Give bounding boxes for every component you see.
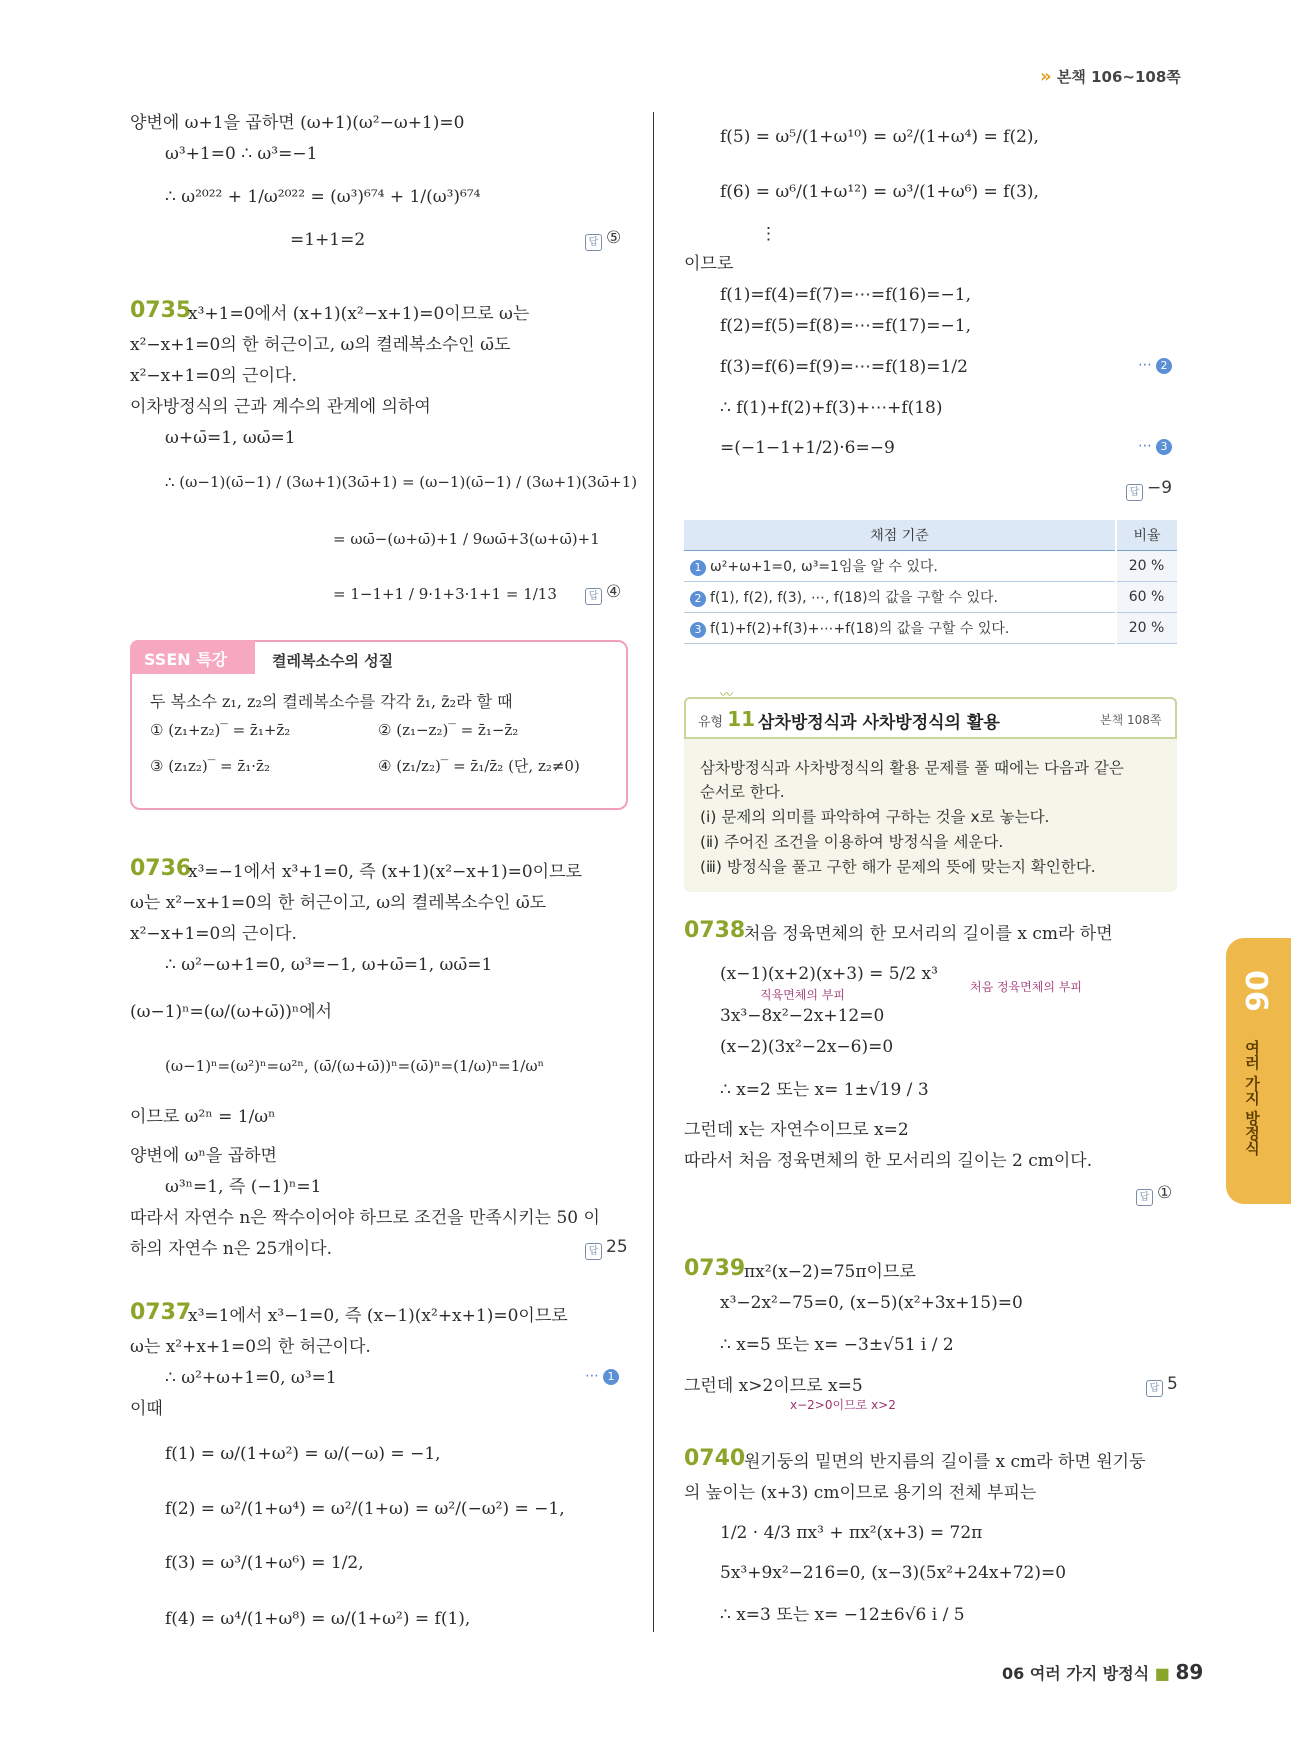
step-3-icon: 3 — [690, 622, 706, 638]
equation-line: f(4) = ω⁴/(1+ω⁸) = ω/(1+ω²) = f(1), — [165, 1609, 471, 1629]
equation-line: f(1) = ω/(1+ω²) = ω/(−ω) = −1, — [165, 1444, 441, 1464]
equation-line: ∴ x=3 또는 x= −12±6√6 i / 5 — [720, 1605, 965, 1625]
ratio-cell: 20 % — [1116, 551, 1177, 582]
equation-line: f(6) = ω⁶/(1+ω¹²) = ω³/(1+ω⁶) = f(3), — [720, 182, 1039, 202]
answer-icon: 답 — [585, 234, 602, 251]
table-cell — [684, 582, 1116, 613]
equation-line: f(3) = ω³/(1+ω⁶) = 1/2, — [165, 1553, 364, 1573]
step-1-icon: 1 — [603, 1369, 619, 1385]
problem-number: 0738 — [684, 918, 746, 943]
text-line: 따라서 자연수 n은 짝수이어야 하므로 조건을 만족시키는 50 이 — [130, 1208, 600, 1228]
ssen-item: ④ (z₁/z₂)‾ = z̄₁/z̄₂ (단, z₂≠0) — [378, 757, 580, 775]
ssen-intro: 두 복소수 z₁, z₂의 켤레복소수를 각각 z̄₁, z̄₂라 할 때 — [150, 692, 513, 711]
text-line: x²−x+1=0의 근이다. — [130, 924, 297, 944]
type-line: 삼차방정식과 사차방정식의 활용 문제를 풀 때에는 다음과 같은 — [700, 759, 1124, 777]
footer-title: 여러 가지 방정식 — [1029, 1664, 1150, 1683]
answer-icon: 답 — [1146, 1380, 1163, 1397]
text-line: ω는 x²−x+1=0의 한 허근이고, ω의 켤레복소수인 ω̄도 — [130, 893, 547, 913]
answer-icon: 답 — [1136, 1189, 1153, 1206]
problem-number: 0735 — [130, 298, 192, 323]
scoring-table — [684, 520, 1177, 644]
equation-line: 1/2 · 4/3 πx³ + πx²(x+3) = 72π — [720, 1523, 983, 1543]
text-line: ω+ω̄=1, ωω̄=1 — [165, 428, 296, 448]
text-line: 하의 자연수 n은 25개이다. — [130, 1239, 332, 1259]
side-tab-title: 여러 가지 방정식 — [1243, 1040, 1261, 1156]
ssen-item: ② (z₁−z₂)‾ = z̄₁−z̄₂ — [378, 721, 519, 739]
type-label: 유형 11 — [698, 707, 756, 731]
equation-line: (x−1)(x+2)(x+3) = 5/2 x³ — [720, 964, 938, 984]
text-line: 그런데 x>2이므로 x=5 — [684, 1376, 863, 1396]
problem-number: 0737 — [130, 1300, 192, 1325]
problem-number: 0740 — [684, 1446, 746, 1471]
text-line: πx²(x−2)=75π이므로 — [744, 1262, 916, 1282]
vertical-dots: ⋮ — [760, 224, 777, 244]
type-line: (ⅲ) 방정식을 풀고 구한 해가 문제의 뜻에 맞는지 확인한다. — [700, 858, 1096, 876]
problem-number: 0739 — [684, 1256, 746, 1281]
text-line: x³+1=0에서 (x+1)(x²−x+1)=0이므로 ω는 — [188, 304, 530, 324]
step-marker: ⋯ 3 — [1138, 438, 1172, 455]
equation-line: 5x³+9x²−216=0, (x−3)(5x²+24x+72)=0 — [720, 1563, 1067, 1583]
text-line: f(3)=f(6)=f(9)=⋯=f(18)=1/2 — [720, 357, 968, 377]
equation-line: x³−2x²−75=0, (x−5)(x²+3x+15)=0 — [720, 1293, 1023, 1313]
problem-number: 0736 — [130, 856, 192, 881]
footer-square-icon: ■ — [1154, 1664, 1170, 1683]
table-header: 채점 기준 — [684, 520, 1116, 551]
text-line: ω³ⁿ=1, 즉 (−1)ⁿ=1 — [165, 1177, 322, 1197]
type-line: (ⅱ) 주어진 조건을 이용하여 방정식을 세운다. — [700, 833, 1004, 851]
step-marker: ⋯ 1 — [585, 1368, 619, 1385]
equation-line: f(5) = ω⁵/(1+ω¹⁰) = ω²/(1+ω⁴) = f(2), — [720, 127, 1039, 147]
text-line: 양변에 ωⁿ을 곱하면 — [130, 1146, 277, 1166]
step-marker: ⋯ 2 — [1138, 357, 1172, 374]
table-row — [684, 582, 1177, 613]
text-line: x³=1에서 x³−1=0, 즉 (x−1)(x²+x+1)=0이므로 — [188, 1306, 568, 1326]
table-cell — [684, 551, 1116, 582]
answer-mark: 답 ④ — [585, 582, 621, 605]
ssen-title: 켤레복소수의 성질 — [272, 652, 394, 670]
text-line: ∴ ω²⁰²² + 1/ω²⁰²² = (ω³)⁶⁷⁴ + 1/(ω³)⁶⁷⁴ — [165, 187, 481, 207]
equation-line: = ωω̄−(ω+ω̄)+1 / 9ωω̄+3(ω+ω̄)+1 — [333, 530, 600, 548]
answer-mark: 답 25 — [585, 1237, 628, 1260]
text-line: f(1)=f(4)=f(7)=⋯=f(16)=−1, — [720, 285, 971, 305]
footer-chapter: 06 — [1002, 1664, 1025, 1683]
text-line: ∴ ω²+ω+1=0, ω³=1 — [165, 1368, 337, 1388]
ssen-item: ③ (z₁z₂)‾ = z̄₁·z̄₂ — [150, 757, 270, 775]
annotation-note: 처음 정육면체의 부피 — [970, 980, 1082, 994]
text-line: x²−x+1=0의 근이다. — [130, 366, 297, 386]
page-footer — [1002, 1660, 1203, 1684]
step-2-icon: 2 — [1156, 358, 1172, 374]
text-line: f(2)=f(5)=f(8)=⋯=f(17)=−1, — [720, 316, 971, 336]
answer-mark: 답 −9 — [1126, 478, 1172, 501]
type-title: 삼차방정식과 사차방정식의 활용 — [758, 713, 1000, 733]
equation-line: ∴ x=2 또는 x= 1±√19 / 3 — [720, 1080, 929, 1100]
text-line: ω는 x²+x+1=0의 한 허근이다. — [130, 1337, 371, 1357]
text-line: ∴ f(1)+f(2)+f(3)+⋯+f(18) — [720, 398, 943, 418]
step-2-icon: 2 — [690, 591, 706, 607]
step-3-icon: 3 — [1156, 439, 1172, 455]
page-number: 89 — [1175, 1660, 1204, 1684]
answer-icon: 답 — [1126, 484, 1143, 501]
ratio-cell: 20 % — [1116, 613, 1177, 644]
text-line: 의 높이는 (x+3) cm이므로 용기의 전체 부피는 — [684, 1483, 1037, 1503]
text-line: 양변에 ω+1을 곱하면 (ω+1)(ω²−ω+1)=0 — [130, 113, 465, 133]
table-header-row — [684, 520, 1177, 551]
text-line: 이차방정식의 근과 계수의 관계에 의하여 — [130, 397, 431, 417]
text-line: 이므로 ω²ⁿ = 1/ωⁿ — [130, 1107, 276, 1127]
text-line: (ω−1)ⁿ=(ω/(ω+ω̄))ⁿ에서 — [130, 1002, 333, 1022]
equation-line: ∴ x=5 또는 x= −3±√51 i / 2 — [720, 1335, 954, 1355]
text-line: =(−1−1+1/2)·6=−9 — [720, 438, 895, 458]
zigzag-icon: 〰 — [720, 688, 734, 703]
ratio-cell: 60 % — [1116, 582, 1177, 613]
text-line: 따라서 처음 정육면체의 한 모서리의 길이는 2 cm이다. — [684, 1151, 1093, 1171]
ssen-tab-label: SSEN 특강 — [144, 650, 228, 669]
equation-line: 3x³−8x²−2x+12=0 — [720, 1006, 885, 1026]
text-line: x³=−1에서 x³+1=0, 즉 (x+1)(x²−x+1)=0이므로 — [188, 862, 582, 882]
table-row — [684, 613, 1177, 644]
answer-mark: 답 5 — [1146, 1374, 1178, 1397]
column-divider — [653, 112, 654, 1632]
type-ref: 본책 108쪽 — [1100, 713, 1162, 727]
answer-icon: 답 — [585, 1243, 602, 1260]
text-line: 이때 — [130, 1399, 163, 1419]
equation-line: = 1−1+1 / 9·1+3·1+1 = 1/13 — [333, 585, 557, 603]
double-chevron-icon: » — [1040, 66, 1052, 87]
annotation-note: x−2>0이므로 x>2 — [790, 1398, 896, 1412]
text-line: 원기둥의 밑면의 반지름의 길이를 x cm라 하면 원기둥 — [744, 1452, 1146, 1472]
table-row — [684, 551, 1177, 582]
text-line: (ω−1)ⁿ=(ω²)ⁿ=ω²ⁿ, (ω̄/(ω+ω̄))ⁿ=(ω̄)ⁿ=(1/ω)ⁿ=1/ωⁿ — [165, 1057, 545, 1075]
ssen-item: ① (z₁+z₂)‾ = z̄₁+z̄₂ — [150, 721, 291, 739]
answer-icon: 답 — [585, 588, 602, 605]
text-line: 처음 정육면체의 한 모서리의 길이를 x cm라 하면 — [744, 924, 1113, 944]
answer-mark: 답 ① — [1136, 1183, 1172, 1206]
criterion-text: f(1), f(2), f(3), ⋯, f(18)의 값을 구할 수 있다. — [710, 590, 998, 606]
text-line: x²−x+1=0의 한 허근이고, ω의 켤레복소수인 ω̄도 — [130, 335, 511, 355]
type-line: 순서로 한다. — [700, 783, 785, 801]
equation-line: ∴ (ω−1)(ω̄−1) / (3ω+1)(3ω̄+1) = (ω−1)(ω̄−1) / (3ω+1)(3ω̄+1) — [165, 473, 638, 491]
equation-line: f(2) = ω²/(1+ω⁴) = ω²/(1+ω) = ω²/(−ω²) = −1, — [165, 1499, 565, 1519]
text-line: ∴ ω²−ω+1=0, ω³=−1, ω+ω̄=1, ωω̄=1 — [165, 955, 493, 975]
text-line: 이므로 — [684, 254, 734, 274]
annotation-note: 직육면체의 부피 — [760, 988, 845, 1002]
text-line: =1+1=2 — [290, 230, 366, 250]
table-header: 비율 — [1116, 520, 1177, 551]
equation-line: (x−2)(3x²−2x−6)=0 — [720, 1037, 894, 1057]
page-header-ref: » 본책 106~108쪽 — [1040, 66, 1181, 87]
text-line: ω³+1=0 ∴ ω³=−1 — [165, 144, 318, 164]
side-tab-chapter: 06 — [1238, 970, 1273, 1012]
criterion-text: ω²+ω+1=0, ω³=1임을 알 수 있다. — [710, 559, 938, 575]
table-cell — [684, 613, 1116, 644]
step-1-icon: 1 — [690, 560, 706, 576]
answer-mark: 답 ⑤ — [585, 228, 621, 251]
text-line: 그런데 x는 자연수이므로 x=2 — [684, 1120, 909, 1140]
type-line: (ⅰ) 문제의 의미를 파악하여 구하는 것을 x로 놓는다. — [700, 808, 1050, 826]
criterion-text: f(1)+f(2)+f(3)+⋯+f(18)의 값을 구할 수 있다. — [710, 621, 1010, 637]
